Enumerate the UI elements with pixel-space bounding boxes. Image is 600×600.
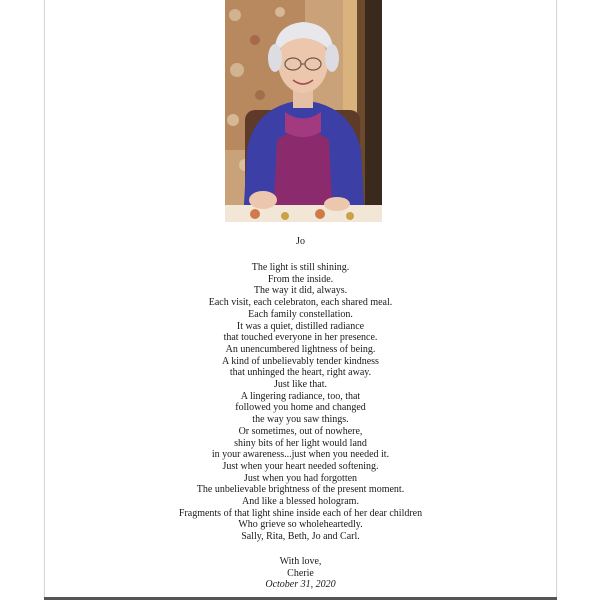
signoff-closing: With love, bbox=[279, 556, 322, 567]
poem-line: Each family constellation. bbox=[248, 308, 353, 320]
signoff-date: October 31, 2020 bbox=[265, 579, 336, 591]
poem-line: A lingering radiance, too, that bbox=[240, 390, 361, 402]
poem-line: An unencumbered lightness of being. bbox=[225, 343, 376, 355]
poem-line: Just when you had forgotten bbox=[243, 472, 358, 484]
signoff bbox=[44, 556, 557, 591]
signoff-name: Cherie bbox=[287, 567, 314, 579]
poem-line: From the inside. bbox=[267, 273, 334, 285]
poem-line: the way you saw things. bbox=[252, 414, 349, 426]
poem-line: Or sometimes, out of nowhere, bbox=[238, 425, 363, 437]
poem bbox=[44, 262, 557, 543]
photo-caption: Jo bbox=[296, 236, 305, 247]
poem-line: in your awareness...just when you needed it. bbox=[211, 449, 390, 461]
poem-line: Just like that. bbox=[273, 379, 328, 391]
poem-line: The light is still shining. bbox=[251, 262, 350, 273]
poem-line: that unhinged the heart, right away. bbox=[229, 367, 372, 379]
poem-line: that touched everyone in her presence. bbox=[223, 332, 378, 344]
poem-line: Just when your heart needed softening. bbox=[222, 460, 379, 472]
poem-line: It was a quiet, distilled radiance bbox=[236, 320, 365, 332]
poem-line: Each visit, each celebraton, each shared meal. bbox=[208, 297, 393, 309]
portrait-photo-drawing bbox=[225, 0, 382, 222]
poem-line: Fragments of that light shine inside each of her dear children bbox=[178, 507, 423, 519]
poem-line: And like a blessed hologram. bbox=[242, 496, 359, 508]
poem-line: followed you home and changed bbox=[235, 402, 366, 414]
poem-line: A kind of unbelievably tender kindness bbox=[222, 355, 379, 367]
poem-line: shiny bits of her light would land bbox=[234, 437, 367, 449]
poem-line: Sally, Rita, Beth, Jo and Carl. bbox=[241, 531, 360, 543]
portrait-photo bbox=[225, 0, 382, 222]
poem-line: The unbelievable brightness of the present moment. bbox=[196, 484, 405, 496]
poem-line: The way it did, always. bbox=[253, 285, 348, 297]
poem-line: Who grieve so wholeheartedly. bbox=[238, 519, 363, 531]
